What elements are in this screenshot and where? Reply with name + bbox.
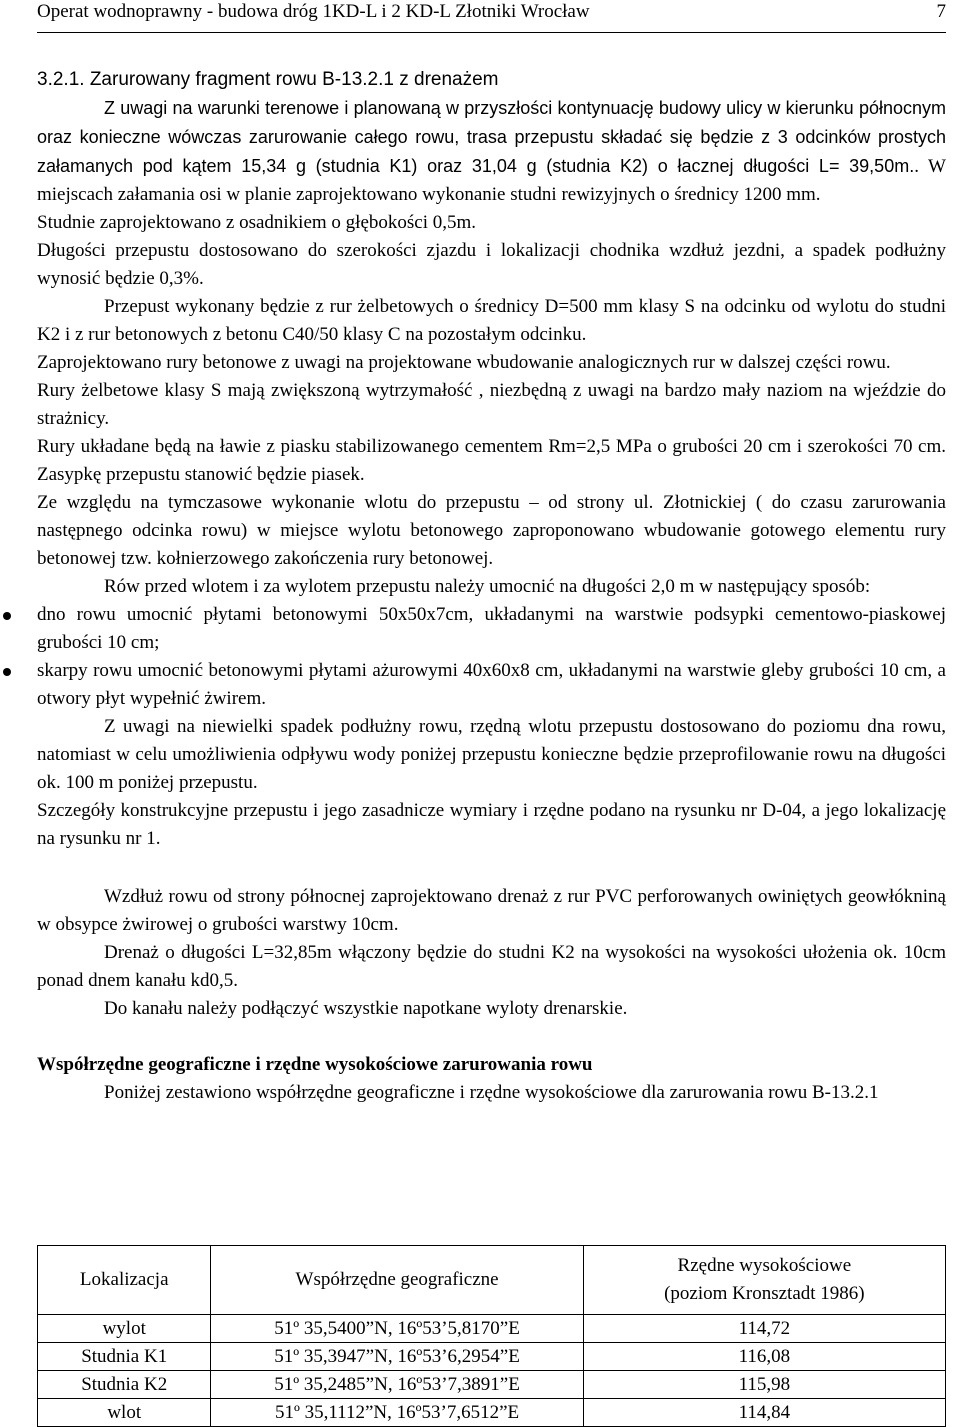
spacer <box>37 853 946 883</box>
list-item-text: dno rowu umocnić płytami betonowymi 50x50x7cm, układanymi na warstwie podsypki cementowo-piaskowej grubości 10 cm; <box>37 604 946 653</box>
bullet-list <box>37 601 946 713</box>
table-row <box>38 1399 946 1427</box>
table-row <box>38 1315 946 1343</box>
table-row <box>38 1343 946 1371</box>
coords-heading: Współrzędne geograficzne i rzędne wysokościowe zarurowania rowu <box>37 1054 593 1075</box>
table-cell: 115,98 <box>583 1371 945 1399</box>
paragraph <box>37 94 946 209</box>
table-cell: Studnia K1 <box>38 1343 211 1371</box>
table-cell: 51º 35,3947”N, 16º53’6,2954”E <box>211 1343 583 1371</box>
table-cell: wylot <box>38 1315 211 1343</box>
paragraph: Drenaż o długości L=32,85m włączony będzie do studni K2 na wysokości na wysokości ułożenia ok. 10cm ponad dnem kanału kd0,5. <box>37 942 946 991</box>
paragraph: Szczegóły konstrukcyjne przepustu i jego zasadnicze wymiary i rzędne podano na rysunku nr D-04, a jego lokalizację na rysunku nr 1. <box>37 800 946 849</box>
bullet-icon <box>3 612 11 620</box>
paragraph-text: Z uwagi na warunki terenowe i planowaną w przyszłości kontynuację budowy ulicy w kierunku północnym oraz konieczne wówczas zarurowanie całego rowu, trasa przepustu składać się będzie z 3 odcinków prostych załamanych pod kątem 15,34 g (studnia K1) oraz 31,04 g (studnia K2) o łacznej długości L= 39,50m. <box>37 98 946 176</box>
paragraph: Studnie zaprojektowano z osadnikiem o głębokości 0,5m. <box>37 212 477 233</box>
list-item <box>37 657 946 713</box>
section-heading: 3.2.1. Zarurowany fragment rowu B-13.2.1 z drenażem <box>37 69 499 90</box>
column-header <box>583 1246 945 1315</box>
table-header-row <box>38 1246 946 1315</box>
paragraph: Z uwagi na niewielki spadek podłużny rowu, rzędną wlotu przepustu dostosowano do poziomu dna rowu, natomiast w celu umożliwienia odpływu wody poniżej przepustu konieczne będzie przeprofilowanie rowu na długości ok. 100 m poniżej przepustu. <box>37 716 946 793</box>
column-header-line: Rzędne wysokościowe <box>677 1255 852 1276</box>
column-header: Lokalizacja <box>38 1246 211 1315</box>
paragraph: Poniżej zestawiono współrzędne geograficzne i rzędne wysokościowe dla zarurowania rowu B-13.2.1 <box>104 1082 879 1103</box>
table-cell: wlot <box>38 1399 211 1427</box>
paragraph: Przepust wykonany będzie z rur żelbetowych o średnicy D=500 mm klasy S na odcinku od wylotu do studni K2 i z rur betonowych z betonu C40/50 klasy C na pozostałym odcinku. <box>37 296 946 345</box>
paragraph: Ze względu na tymczasowe wykonanie wlotu do przepustu – od strony ul. Złotnickiej ( do czasu zarurowania następnego odcinka rowu) w miejsce wylotu betonowego zaproponowano wbudowanie gotowego elementu rury betonowej tzw. kołnierzowego zakończenia rury betonowej. <box>37 492 946 569</box>
paragraph: Rów przed wlotem i za wylotem przepustu należy umocnić na długości 2,0 m w następujący sposób: <box>104 576 871 597</box>
table-cell: 51º 35,5400”N, 16º53’5,8170”E <box>211 1315 583 1343</box>
paragraph: Wzdłuż rowu od strony północnej zaprojektowano drenaż z rur PVC perforowanych owiniętych geowłókniną w obsypce żwirowej o grubości warstwy 10cm. <box>37 886 946 935</box>
paragraph: Długości przepustu dostosowano do szerokości zjazdu i lokalizacji chodnika wzdłuż jezdni, a spadek podłużny wynosić będzie 0,3%. <box>37 240 946 289</box>
list-item <box>37 601 946 657</box>
spacer <box>37 1023 946 1051</box>
page-number: 7 <box>936 1 946 22</box>
table-row <box>38 1371 946 1399</box>
table-cell: Studnia K2 <box>38 1371 211 1399</box>
paragraph: Rury żelbetowe klasy S mają zwiększoną wytrzymałość , niezbędną z uwagi na bardzo mały naziom na wjeździe do strażnicy. <box>37 380 946 429</box>
column-header-line: (poziom Kronsztadt 1986) <box>664 1283 865 1304</box>
list-item-text: skarpy rowu umocnić betonowymi płytami ażurowymi 40x60x8 cm, układanymi na warstwie gleby grubości 10 cm, a otwory płyt wypełnić żwirem. <box>37 660 946 709</box>
table-cell: 51º 35,1112”N, 16º53’7,6512”E <box>211 1399 583 1427</box>
page-header <box>37 0 946 33</box>
table-cell: 116,08 <box>583 1343 945 1371</box>
paragraph: Do kanału należy podłączyć wszystkie napotkane wyloty drenarskie. <box>104 998 628 1019</box>
paragraph-text: . W miejscach załamania osi w planie zaprojektowano wykonanie studni rewizyjnych o średnicy 1200 mm. <box>37 156 946 205</box>
document-body <box>37 66 946 1107</box>
header-title: Operat wodnoprawny - budowa dróg 1KD-L i 2 KD-L Złotniki Wrocław <box>37 1 590 22</box>
bullet-icon <box>3 668 11 676</box>
paragraph: Zaprojektowano rury betonowe z uwagi na projektowane wbudowanie analogicznych rur w dalszej części rowu. <box>37 352 891 373</box>
table-cell: 114,72 <box>583 1315 945 1343</box>
column-header: Współrzędne geograficzne <box>211 1246 583 1315</box>
paragraph: Rury układane będą na ławie z piasku stabilizowanego cementem Rm=2,5 MPa o grubości 20 cm i szerokości 70 cm. Zasypkę przepustu stanowić będzie piasek. <box>37 436 946 485</box>
table-cell: 51º 35,2485”N, 16º53’7,3891”E <box>211 1371 583 1399</box>
coordinates-table <box>37 1245 946 1427</box>
table-cell: 114,84 <box>583 1399 945 1427</box>
